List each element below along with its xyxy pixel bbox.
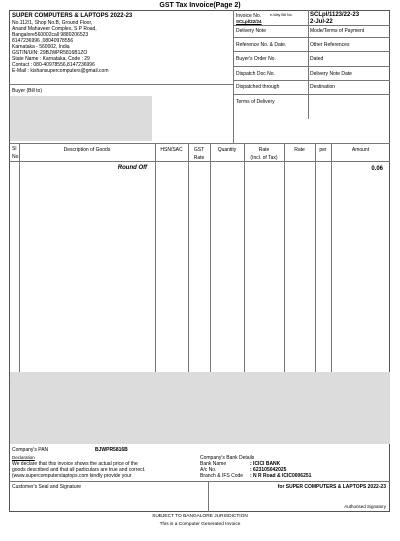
divider [233,94,390,95]
column-line [19,143,20,377]
divider [208,481,209,512]
seller-line: Anand Mahaveer Complex, S P Road, [12,26,97,32]
mode-terms-label: Mode/Terms of Payment [310,28,365,34]
col-quantity: Quantity [217,147,237,153]
round-off-label: Round Off [117,165,147,171]
divider [233,80,390,81]
divider [9,481,390,482]
summary-redacted-block [10,372,390,444]
bank-name-value: : ICICI BANK [250,461,281,467]
column-line [244,143,245,377]
computer-generated-note: This is a Computer Generated Invoice [159,522,241,527]
col-hsn: HSN/SAC [160,147,183,153]
column-line [331,143,332,377]
reference-label: Reference No. & Date. [236,42,287,48]
invoice-no-value: SCLpl/1123/22-23 [310,12,360,18]
customer-seal-label: Customer's Seal and Signature [12,484,82,490]
buyer-order-label: Buyer's Order No. [236,56,276,62]
delivery-note-label: Delivery Note [236,28,267,34]
divider [9,143,390,144]
column-line [188,143,189,377]
divider [233,37,390,38]
branch-label: Branch & IFS Code [200,473,244,479]
seller-line: No.112/1, Shop No.B, Ground Floor, [12,20,93,26]
dated-label: Dated [310,56,324,62]
divider [233,25,390,26]
authorised-signatory: Authorised Signatory [344,504,386,509]
col-amount: Amount [351,147,370,153]
invoice-date-value: 2-Jul-22 [310,19,333,25]
seller-line: Bangalore560002call 9880206523 [12,32,89,38]
divider [9,84,233,85]
declaration-line: We declare that this invoice shows the actual price of the [12,461,138,467]
seller-line: Karnataka - 560002, India [12,44,70,50]
bank-title: Company's Bank Details [200,455,255,461]
column-line [210,143,211,377]
invoice-no-label: Invoice No. [236,13,262,19]
eway-sub: SCLpl/22/24 [236,19,262,24]
col-rate-incl-sub: (Incl. of Tax) [250,155,278,161]
declaration-line: (www.supercomputerslaptops.com kindly provide your [12,473,132,479]
seller-line: 8147236996 ,08040978556 [12,38,74,44]
account-value: : 623105042025 [250,467,287,473]
destination-label: Destination [310,84,336,90]
divider [9,161,390,162]
dispatched-through-label: Dispatched through [236,84,280,90]
seller-line: State Name : Karnataka, Code : 29 [12,56,90,62]
branch-value: : N R Road & ICIC0006251 [250,473,312,479]
col-sl: Sl [12,146,17,152]
col-description: Description of Goods [63,147,111,153]
buyer-label: Buyer (Bill to) [12,88,43,94]
col-no: No. [12,154,20,160]
divider [308,10,309,119]
column-line [315,143,316,377]
round-off-value: 0.06 [371,166,383,172]
col-rate-incl: Rate [258,147,270,153]
col-rate: Rate [294,147,305,153]
declaration-line: goods described and that all particulars are true and correct. [12,467,146,473]
seller-address [12,20,109,74]
terms-delivery-label: Terms of Delivery [236,99,275,105]
declaration-title: Declaration [12,455,35,460]
seller-line: Contact : 080-40978556,8147236996 [12,62,95,68]
buyer-redacted-block [10,96,152,141]
divider [233,51,390,52]
seller-line: GSTIN/UIN: 29BJWPR5816B1ZO [12,50,88,56]
column-line [284,143,285,377]
bank-name-label: Bank Name [200,461,227,467]
col-per: per [319,147,327,153]
account-label: A/c No. [200,467,217,473]
seller-line: E-Mail : kishansupercomputers@gmail.com [12,68,109,74]
seller-name: SUPER COMPUTERS & LAPTOPS 2022-23 [12,13,133,19]
col-gst: GST [193,147,205,153]
other-references-label: Other References [310,42,350,48]
declaration-text [12,461,145,479]
eway-label: e-Way Bill No. [270,13,293,17]
divider [233,66,390,67]
delivery-note-date-label: Delivery Note Date [310,71,352,77]
for-company-label: for SUPER COMPUTERS & LAPTOPS 2022-23 [277,484,386,490]
dispatch-doc-label: Dispatch Doc No. [236,71,275,77]
divider [233,10,234,143]
column-line [155,143,156,377]
document-title: GST Tax Invoice(Page 2) [159,2,241,9]
eway-bill [270,13,293,18]
jurisdiction-note: SUBJECT TO BANGALORE JURISDICTION [152,514,248,519]
pan-label: Company's PAN [12,447,49,453]
pan-value: BJWPR5816B [95,447,128,453]
col-gst-rate: Rate [193,155,205,161]
